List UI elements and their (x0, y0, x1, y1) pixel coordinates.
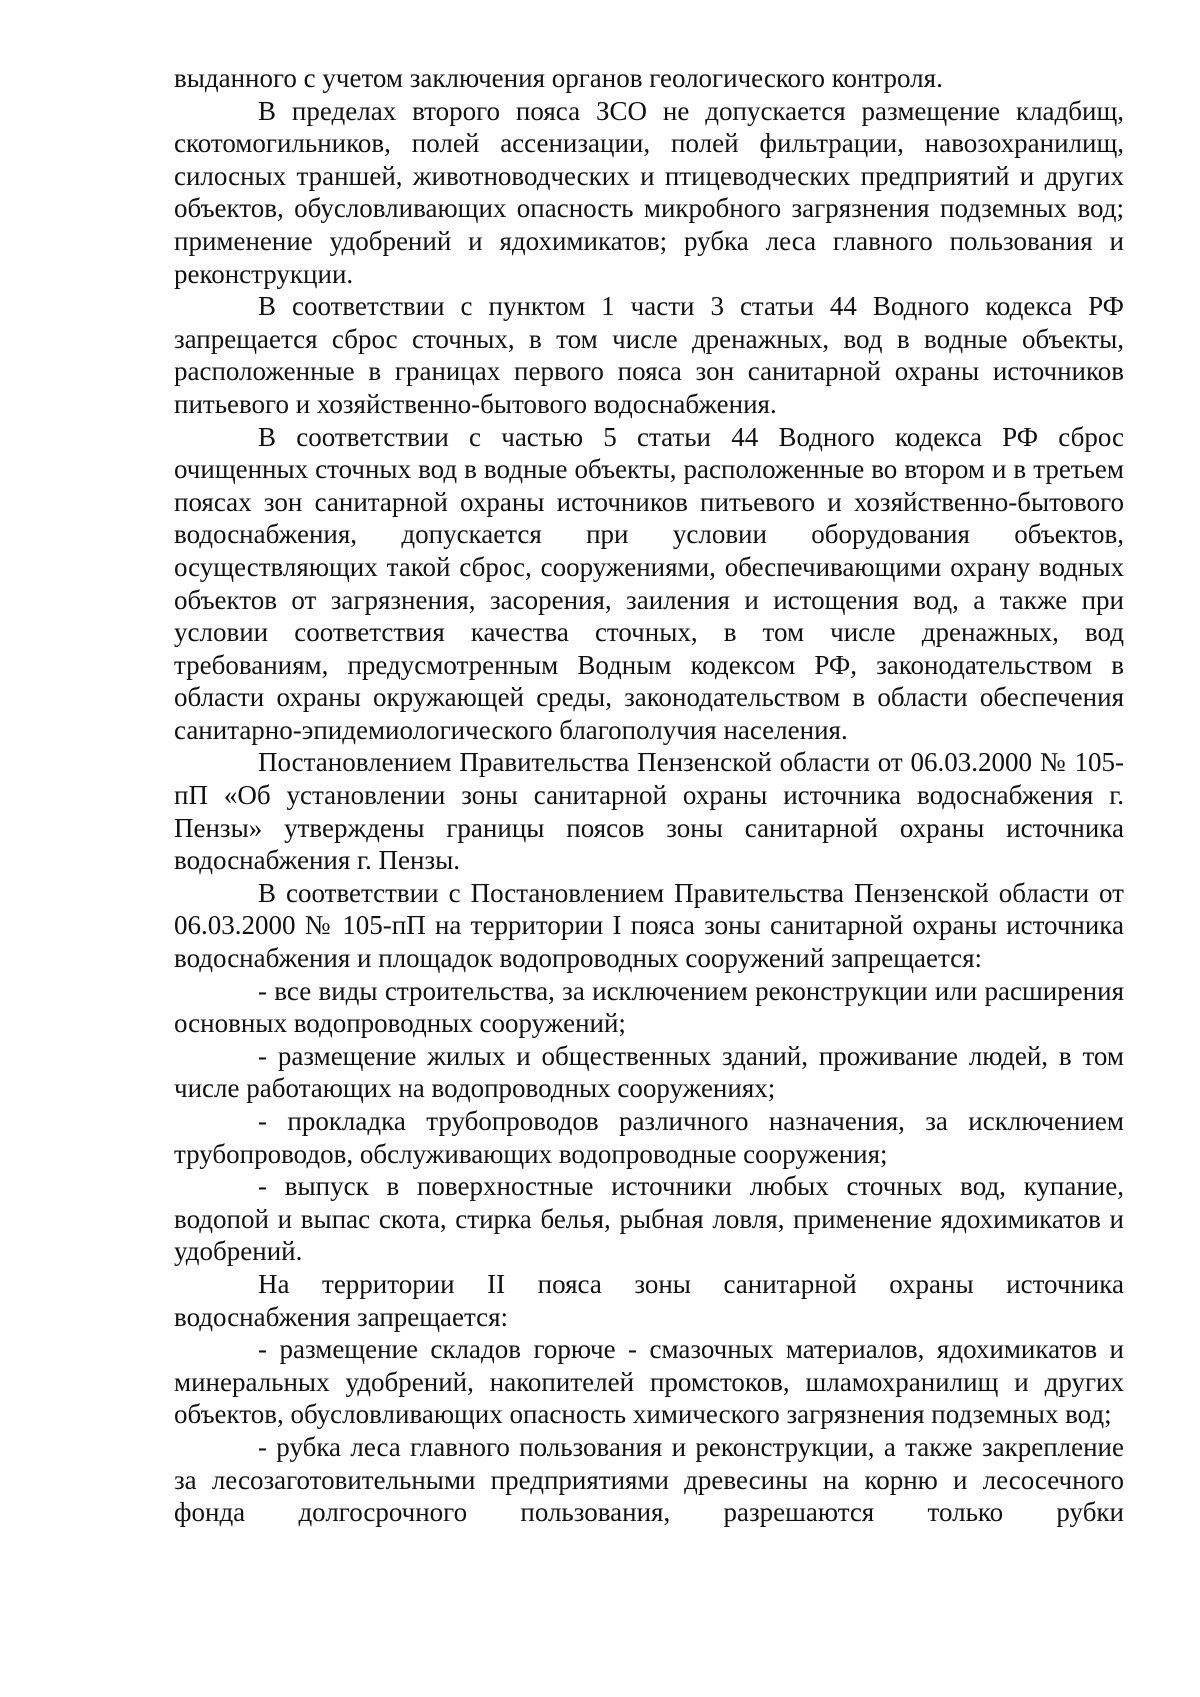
list-item-discharge: - выпуск в поверхностные источники любых сточных вод, купание, водопой и выпас скота, стирка белья, рыбная ловля, применение ядохимикатов и удобрений. (174, 1171, 1124, 1267)
paragraph-zone2-intro: На территории II пояса зоны санитарной охраны источника водоснабжения запрещается: (174, 1268, 1124, 1332)
paragraph-continuation: выданного с учетом заключения органов геологического контроля. (174, 63, 943, 93)
paragraph-zone2-prohibitions: В пределах второго пояса ЗСО не допускается размещение кладбищ, скотомогильников, полей ассенизации, полей фильтрации, навозохранилищ, силосных траншей, животноводческих и птицеводческих предприятий и других объектов, обусловливающих опасность микробного загрязнения подземных вод; применение удобрений и ядохимикатов; рубка леса главного пользования и реконструкции. (174, 95, 1124, 289)
paragraph-water-code-item1: В соответствии с пунктом 1 части 3 статьи 44 Водного кодекса РФ запрещается сброс сточных, в том числе дренажных, вод в водные объекты, расположенные в границах первого пояса зон санитарной охраны источников питьевого и хозяйственно-бытового водоснабжения. (174, 291, 1124, 419)
list-item-buildings: - размещение жилых и общественных зданий, проживание людей, в том числе работающих на водопроводных сооружениях; (174, 1040, 1124, 1104)
paragraph-water-code-part5: В соответствии с частью 5 статьи 44 Водного кодекса РФ сброс очищенных сточных вод в водные объекты, расположенные во втором и в третьем поясах зон санитарной охраны источников питьевого и хозяйственно-бытового водоснабжения, допускается при условии оборудования объектов, осуществляющих такой сброс, сооружениями, обеспечивающими охрану водных объектов от загрязнения, засорения, заиления и истощения вод, а также при условии соответствия качества сточных, в том числе дренажных, вод требованиям, предусмотренным Водным кодексом РФ, законодательством в области охраны окружающей среды, законодательством в области обеспечения санитарно-эпидемиологического благополучия населения. (174, 421, 1124, 745)
list-item-pipelines: - прокладка трубопроводов различного назначения, за исключением трубопроводов, обслуживающих водопроводные сооружения; (174, 1106, 1124, 1169)
paragraph-zone1-intro: В соответствии с Постановлением Правительства Пензенской области от 06.03.2000 № 105-пП на территории I пояса зоны санитарной охраны источника водоснабжения и площадок водопроводных сооружений запрещается: (174, 877, 1124, 974)
list-item-construction: - все виды строительства, за исключением реконструкции или расширения основных водопроводных сооружений; (174, 975, 1124, 1039)
list-item-logging: - рубка леса главного пользования и реконструкции, а также закрепление за лесозаготовительными предприятиями древесины на корню и лесосечного фонда долгосрочного пользования, разрешаются только рубки (174, 1431, 1124, 1528)
list-item-storage: - размещение складов горюче - смазочных материалов, ядохимикатов и минеральных удобрений, накопителей промстоков, шламохранилищ и других объектов, обусловливающих опасность химического загрязнения подземных вод; (174, 1334, 1124, 1430)
document-page (174, 62, 1124, 1529)
paragraph-penza-resolution: Постановлением Правительства Пензенской области от 06.03.2000 № 105-пП «Об установлении зоны санитарной охраны источника водоснабжения г. Пензы» утверждены границы поясов зоны санитарной охраны источника водоснабжения г. Пензы. (174, 747, 1124, 876)
